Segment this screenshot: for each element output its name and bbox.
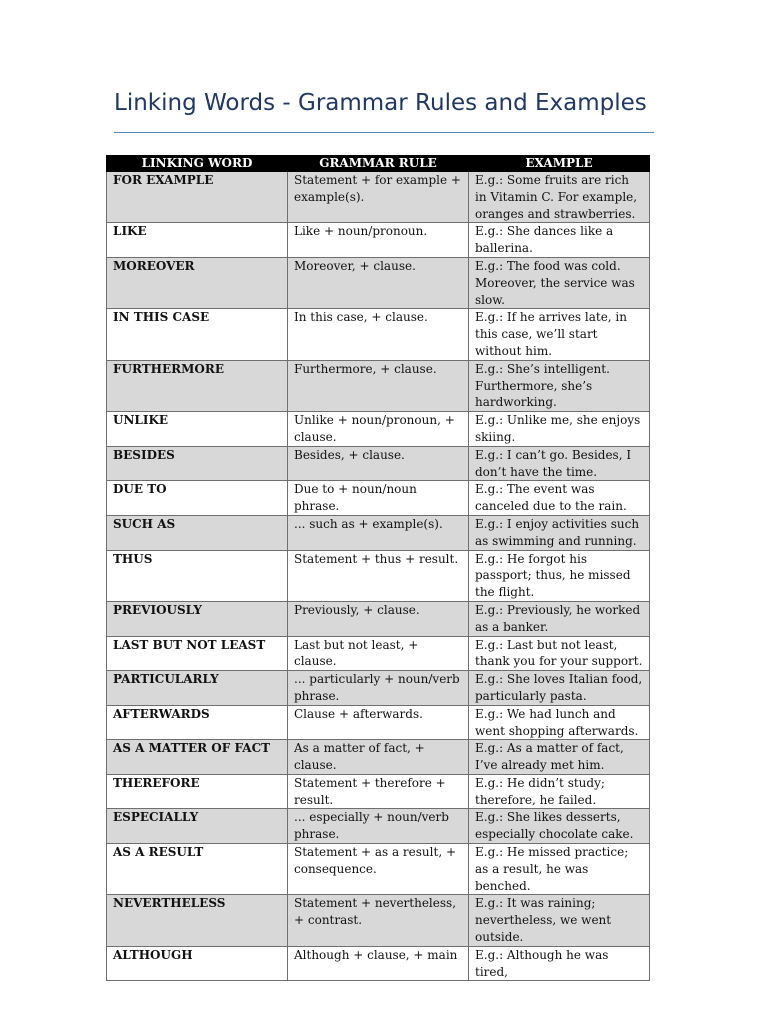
- example-cell: E.g.: The event was canceled due to the rain.: [469, 481, 650, 516]
- linking-word-cell: THUS: [107, 550, 288, 601]
- linking-word-cell: PARTICULARLY: [107, 671, 288, 706]
- example-cell: E.g.: It was raining; nevertheless, we went outside.: [469, 895, 650, 946]
- grammar-rule-cell: Statement + therefore + result.: [288, 774, 469, 809]
- page-title: Linking Words - Grammar Rules and Examples: [114, 90, 647, 116]
- grammar-rule-cell: Unlike + noun/pronoun, + clause.: [288, 412, 469, 447]
- table-row: [107, 446, 650, 481]
- table-row: [107, 705, 650, 740]
- example-cell: E.g.: Unlike me, she enjoys skiing.: [469, 412, 650, 447]
- linking-word-cell: UNLIKE: [107, 412, 288, 447]
- linking-word-cell: AFTERWARDS: [107, 705, 288, 740]
- example-cell: E.g.: Some fruits are rich in Vitamin C. For example, oranges and strawberries.: [469, 172, 650, 223]
- title-divider: [114, 132, 654, 133]
- table-row: [107, 809, 650, 844]
- linking-word-cell: IN THIS CASE: [107, 309, 288, 360]
- example-cell: E.g.: As a matter of fact, I’ve already met him.: [469, 740, 650, 775]
- grammar-rule-cell: In this case, + clause.: [288, 309, 469, 360]
- header-linking-word: LINKING WORD: [107, 156, 288, 172]
- table-row: [107, 740, 650, 775]
- linking-word-cell: LAST BUT NOT LEAST: [107, 636, 288, 671]
- example-cell: E.g.: If he arrives late, in this case, we’ll start without him.: [469, 309, 650, 360]
- table-row: [107, 671, 650, 706]
- table-row: [107, 223, 650, 258]
- table-row: [107, 774, 650, 809]
- linking-word-cell: MOREOVER: [107, 257, 288, 308]
- linking-word-cell: AS A MATTER OF FACT: [107, 740, 288, 775]
- example-cell: E.g.: Previously, he worked as a banker.: [469, 601, 650, 636]
- table-row: [107, 481, 650, 516]
- table-row: [107, 844, 650, 895]
- table-row: [107, 360, 650, 411]
- linking-word-cell: PREVIOUSLY: [107, 601, 288, 636]
- grammar-rule-cell: Last but not least, + clause.: [288, 636, 469, 671]
- grammar-rule-cell: Like + noun/pronoun.: [288, 223, 469, 258]
- example-cell: E.g.: We had lunch and went shopping afterwards.: [469, 705, 650, 740]
- example-cell: E.g.: The food was cold. Moreover, the service was slow.: [469, 257, 650, 308]
- grammar-rule-cell: Statement + for example + example(s).: [288, 172, 469, 223]
- table-row: [107, 946, 650, 981]
- table-row: [107, 412, 650, 447]
- linking-word-cell: DUE TO: [107, 481, 288, 516]
- example-cell: E.g.: She’s intelligent. Furthermore, she’s hardworking.: [469, 360, 650, 411]
- linking-word-cell: THEREFORE: [107, 774, 288, 809]
- grammar-rule-cell: ... especially + noun/verb phrase.: [288, 809, 469, 844]
- example-cell: E.g.: Last but not least, thank you for your support.: [469, 636, 650, 671]
- linking-word-cell: NEVERTHELESS: [107, 895, 288, 946]
- example-cell: E.g.: He didn’t study; therefore, he failed.: [469, 774, 650, 809]
- linking-words-table: [106, 155, 650, 981]
- grammar-rule-cell: Due to + noun/noun phrase.: [288, 481, 469, 516]
- table-row: [107, 172, 650, 223]
- grammar-rule-cell: Statement + nevertheless, + contrast.: [288, 895, 469, 946]
- grammar-rule-cell: Previously, + clause.: [288, 601, 469, 636]
- grammar-rule-cell: Statement + as a result, + consequence.: [288, 844, 469, 895]
- grammar-rule-cell: ... such as + example(s).: [288, 515, 469, 550]
- example-cell: E.g.: She dances like a ballerina.: [469, 223, 650, 258]
- grammar-rule-cell: Furthermore, + clause.: [288, 360, 469, 411]
- example-cell: E.g.: I can’t go. Besides, I don’t have the time.: [469, 446, 650, 481]
- table-row: [107, 550, 650, 601]
- example-cell: E.g.: He missed practice; as a result, he was benched.: [469, 844, 650, 895]
- table-header-row: [107, 156, 650, 172]
- linking-word-cell: AS A RESULT: [107, 844, 288, 895]
- grammar-rule-cell: ... particularly + noun/verb phrase.: [288, 671, 469, 706]
- example-cell: E.g.: He forgot his passport; thus, he missed the flight.: [469, 550, 650, 601]
- linking-word-cell: LIKE: [107, 223, 288, 258]
- table-row: [107, 515, 650, 550]
- table-row: [107, 601, 650, 636]
- linking-word-cell: ESPECIALLY: [107, 809, 288, 844]
- grammar-rule-cell: Although + clause, + main: [288, 946, 469, 981]
- grammar-rule-cell: Clause + afterwards.: [288, 705, 469, 740]
- header-example: EXAMPLE: [469, 156, 650, 172]
- example-cell: E.g.: Although he was tired,: [469, 946, 650, 981]
- example-cell: E.g.: She loves Italian food, particularly pasta.: [469, 671, 650, 706]
- grammar-rule-cell: As a matter of fact, + clause.: [288, 740, 469, 775]
- grammar-rule-cell: Moreover, + clause.: [288, 257, 469, 308]
- table-row: [107, 309, 650, 360]
- linking-word-cell: FURTHERMORE: [107, 360, 288, 411]
- header-grammar-rule: GRAMMAR RULE: [288, 156, 469, 172]
- table-row: [107, 636, 650, 671]
- linking-word-cell: FOR EXAMPLE: [107, 172, 288, 223]
- linking-word-cell: SUCH AS: [107, 515, 288, 550]
- grammar-rule-cell: Besides, + clause.: [288, 446, 469, 481]
- table-row: [107, 257, 650, 308]
- example-cell: E.g.: I enjoy activities such as swimming and running.: [469, 515, 650, 550]
- table-row: [107, 895, 650, 946]
- linking-word-cell: ALTHOUGH: [107, 946, 288, 981]
- linking-word-cell: BESIDES: [107, 446, 288, 481]
- grammar-rule-cell: Statement + thus + result.: [288, 550, 469, 601]
- example-cell: E.g.: She likes desserts, especially chocolate cake.: [469, 809, 650, 844]
